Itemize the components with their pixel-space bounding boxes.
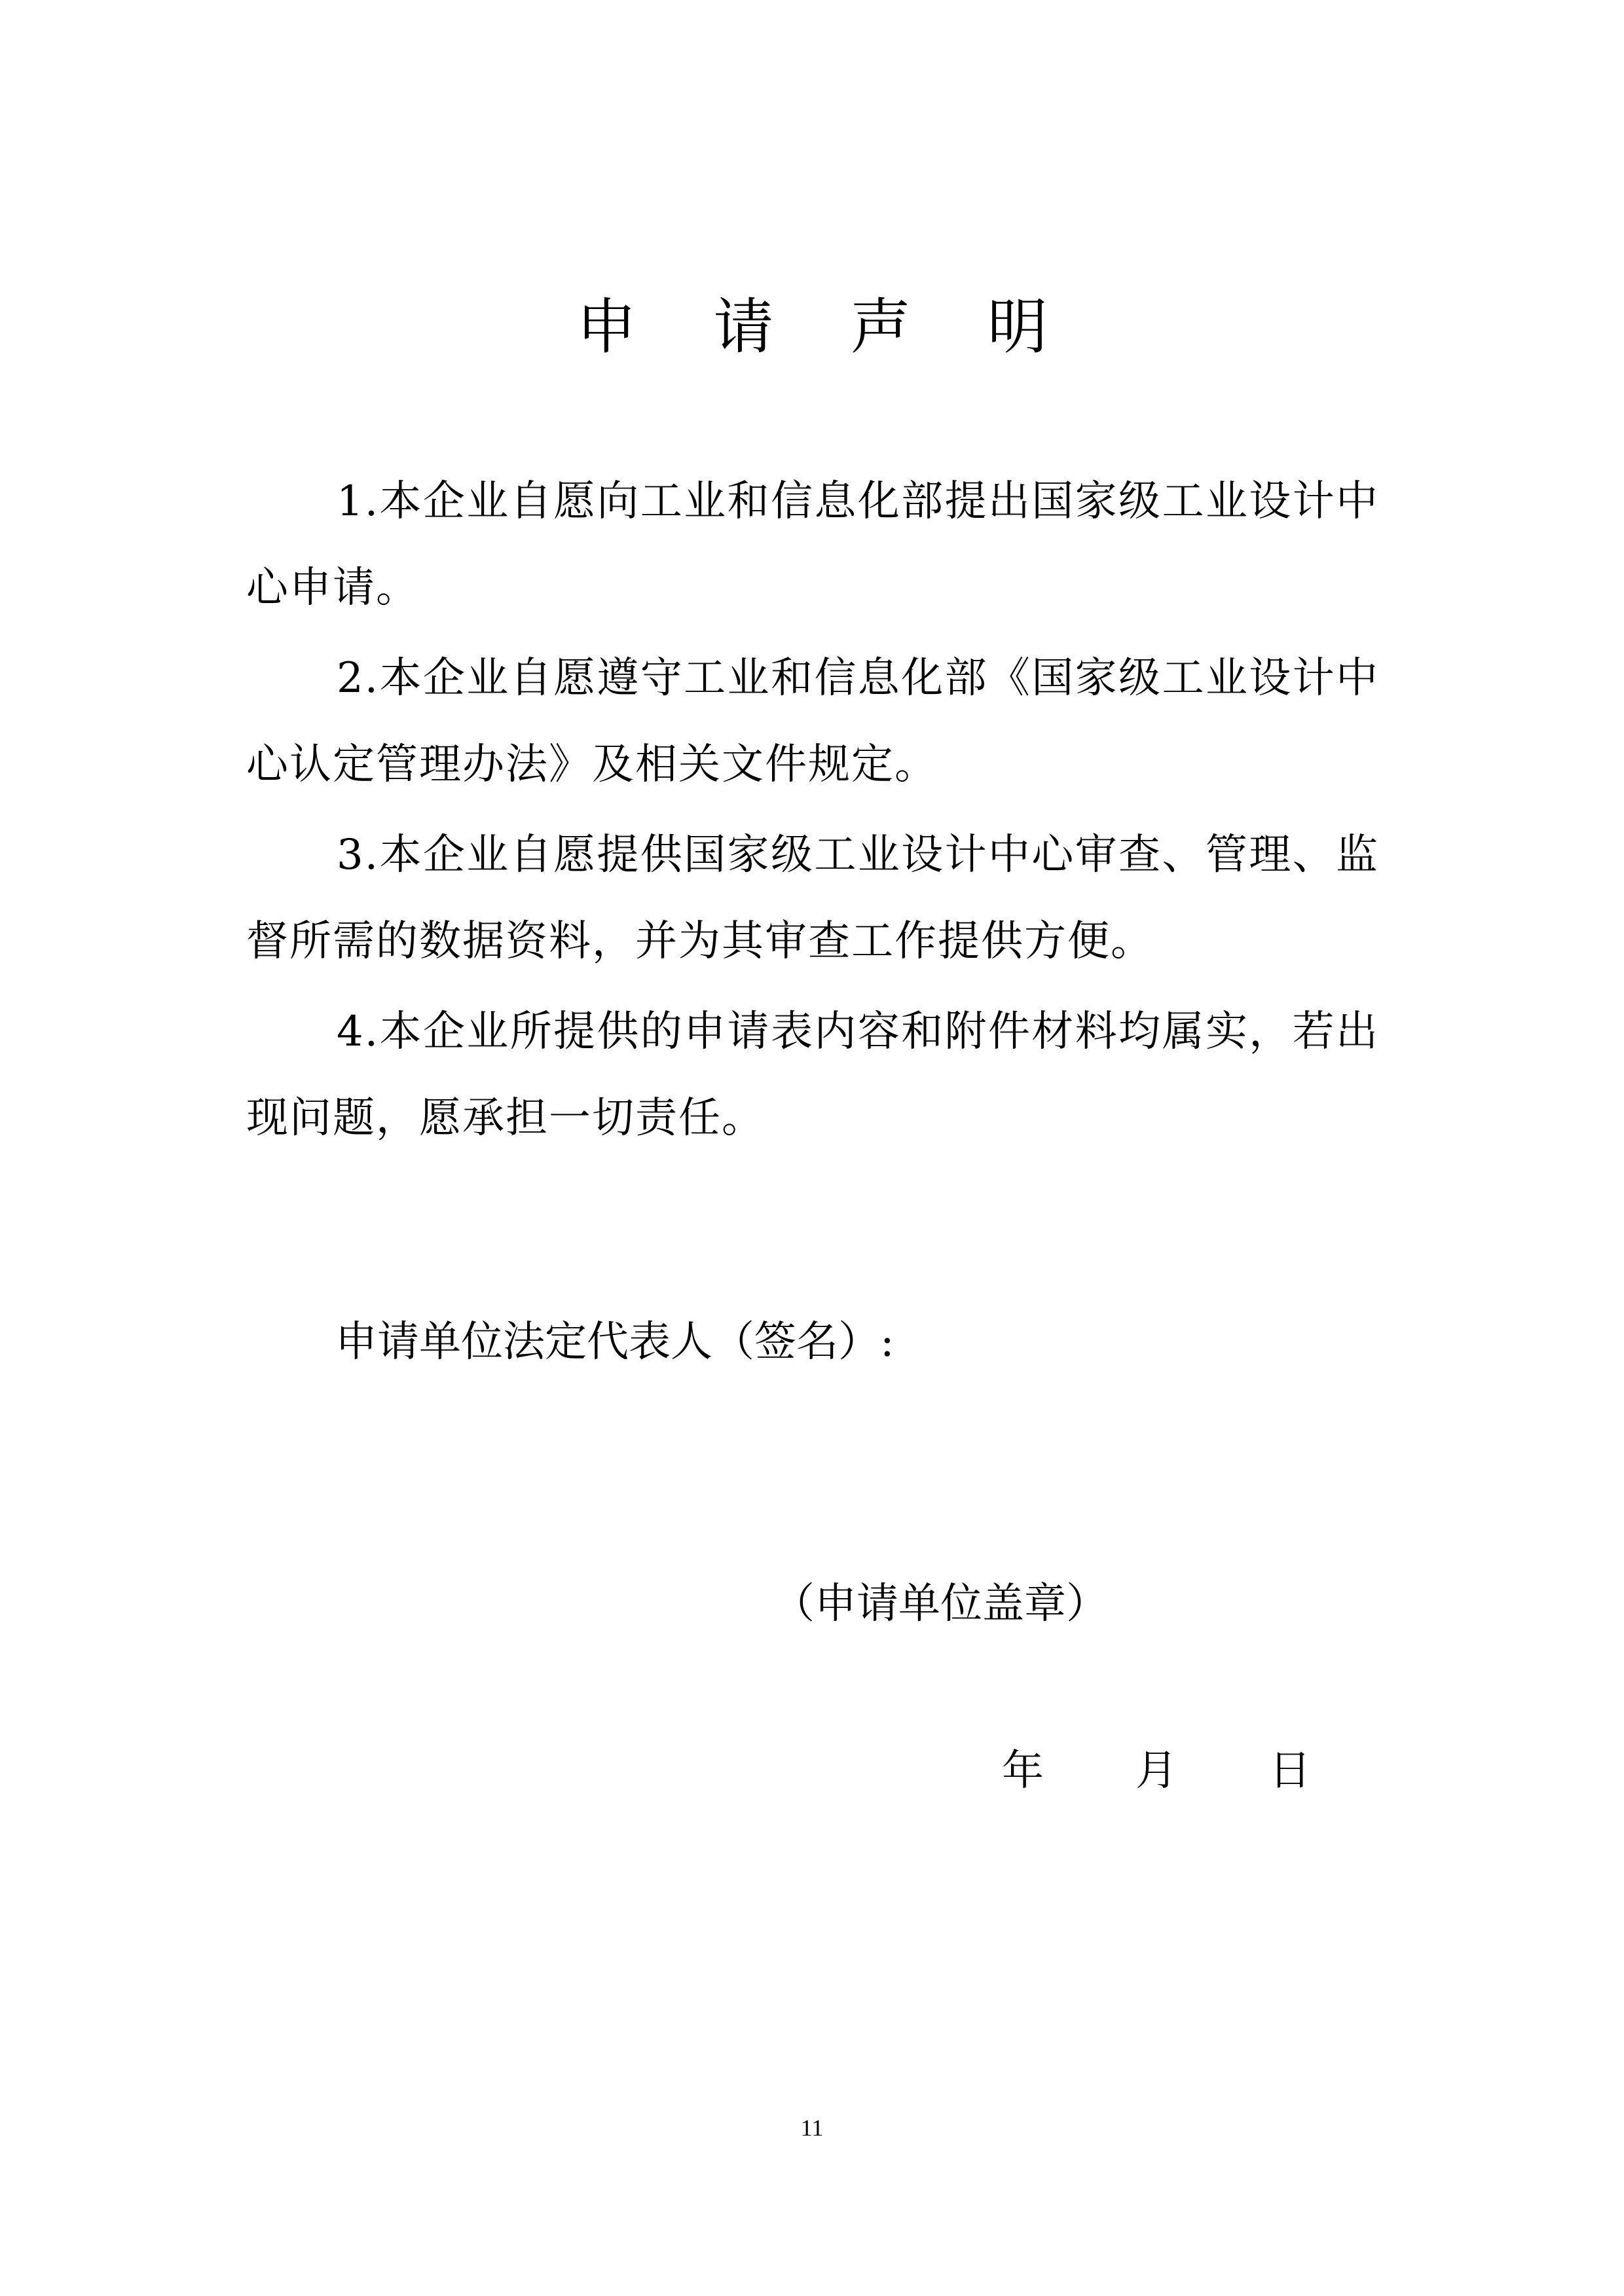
declaration-item-3: 3.本企业自愿提供国家级工业设计中心审查、管理、监督所需的数据资料，并为其审查工作提供方便。 — [246, 831, 1379, 966]
declaration-item-4: 4.本企业所提供的申请表内容和附件材料均属实，若出现问题，愿承担一切责任。 — [246, 1008, 1379, 1142]
date-year-label: 年 — [1002, 1747, 1044, 1795]
date-gap — [1177, 1735, 1269, 1807]
date-month-label: 月 — [1135, 1747, 1177, 1795]
date-line — [1002, 1735, 1311, 1807]
declaration-item-1: 1.本企业自愿向工业和信息化部提出国家级工业设计中心申请。 — [246, 477, 1379, 612]
date-day-label: 日 — [1269, 1747, 1311, 1795]
declaration-list — [246, 458, 1379, 1165]
page-title: 申 请 声 明 — [576, 292, 1077, 362]
legal-representative-signature-label: 申请单位法定代表人（签名）: — [335, 1318, 895, 1366]
declaration-item-2: 2.本企业自愿遵守工业和信息化部《国家级工业设计中心认定管理办法》及相关文件规定。 — [246, 654, 1379, 789]
date-gap — [1044, 1735, 1135, 1807]
company-seal-label: （申请单位盖章） — [773, 1580, 1108, 1628]
page-number: 11 — [800, 2115, 824, 2141]
